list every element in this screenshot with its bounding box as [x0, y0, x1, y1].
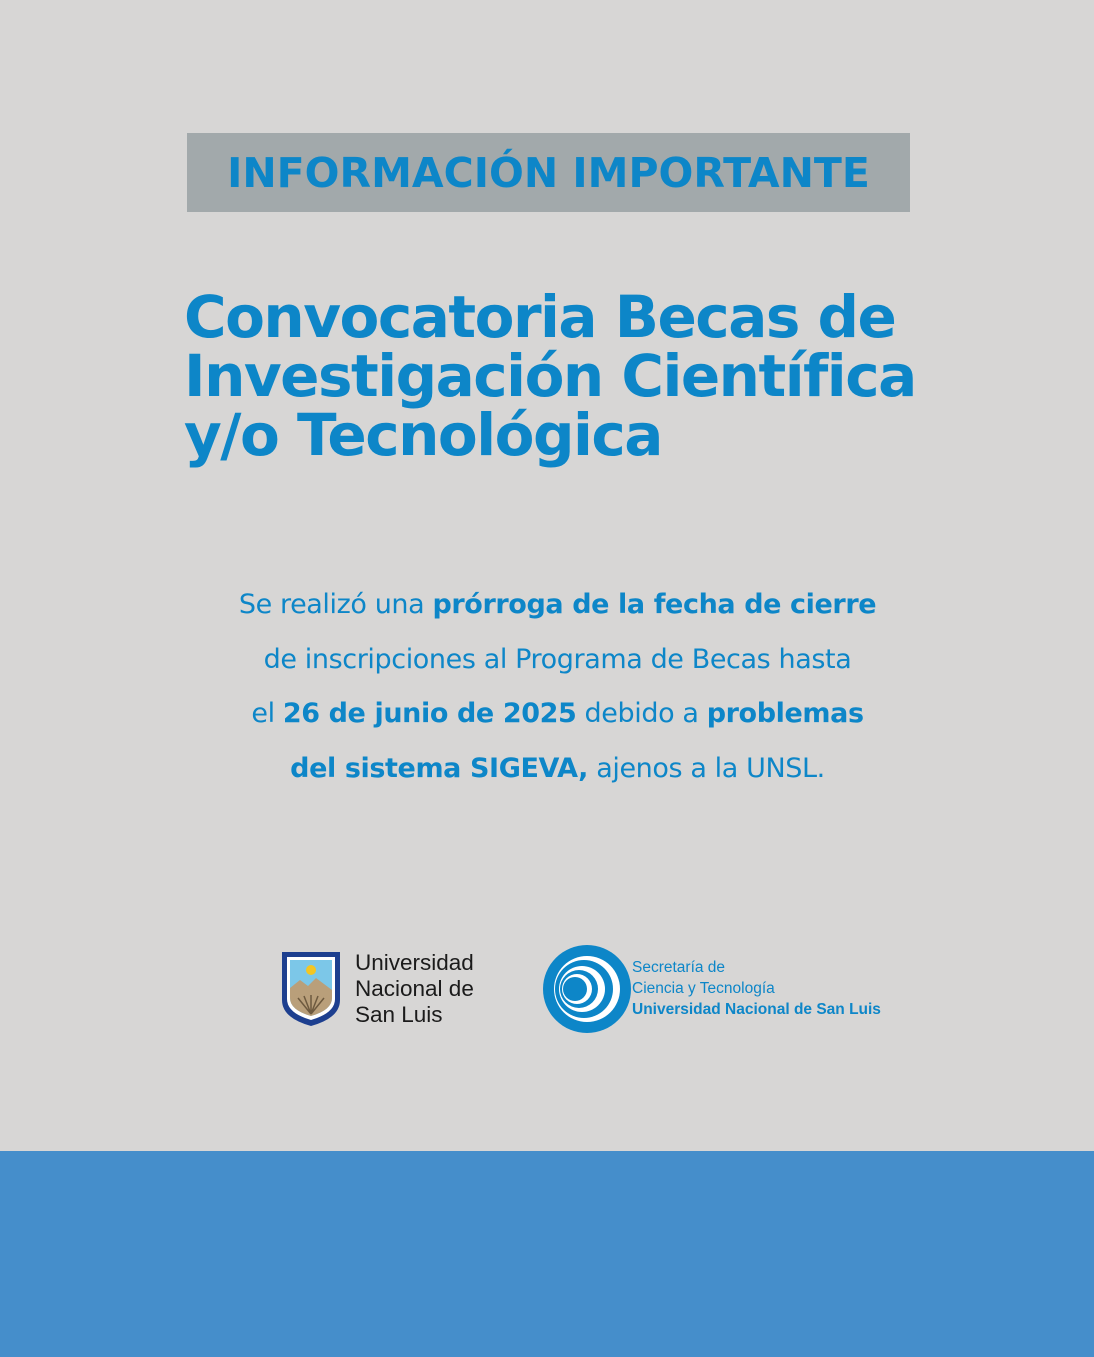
announcement-text: [170, 578, 945, 796]
text-segment: Se realizó una: [238, 589, 433, 620]
emphasis-problems: problemas: [706, 698, 864, 729]
unsl-name-line: Universidad: [355, 950, 474, 975]
unsl-name: [355, 950, 474, 1028]
unsl-name-line: Nacional de: [355, 976, 474, 1001]
text-segment: debido a: [576, 698, 707, 729]
announcement-line-4: [170, 742, 945, 797]
sct-name-line: Universidad Nacional de San Luis: [632, 1001, 881, 1018]
sct-name-line: Ciencia y Tecnología: [632, 980, 775, 997]
sct-name-line: Secretaría de: [632, 959, 726, 976]
emphasis-date: 26 de junio de 2025: [282, 698, 577, 729]
sct-name: [632, 957, 881, 1020]
emphasis-system: del sistema SIGEVA,: [290, 752, 589, 784]
title-line-1: Convocatoria Becas de: [184, 283, 896, 351]
concentric-circles-icon: [542, 944, 632, 1034]
university-shield-icon: [278, 948, 344, 1028]
text-segment: de inscripciones al Programa de Becas hasta: [263, 643, 852, 675]
page-title: [184, 283, 984, 469]
badge-label: INFORMACIÓN IMPORTANTE: [227, 148, 870, 197]
institution-logos: [0, 940, 1094, 1040]
footer-band: [0, 1151, 1094, 1357]
title-line-2: Investigación Científica: [184, 342, 916, 410]
text-segment: ajenos a la UNSL.: [588, 752, 825, 784]
announcement-line-2: [170, 633, 945, 688]
announcement-line-3: [170, 687, 945, 742]
title-line-3: y/o Tecnológica: [184, 401, 662, 469]
announcement-line-1: [170, 578, 945, 633]
unsl-name-line: San Luis: [355, 1002, 443, 1027]
important-info-badge: [187, 133, 910, 212]
text-segment: el: [251, 698, 283, 729]
emphasis-extension: prórroga de la fecha de cierre: [432, 589, 877, 620]
